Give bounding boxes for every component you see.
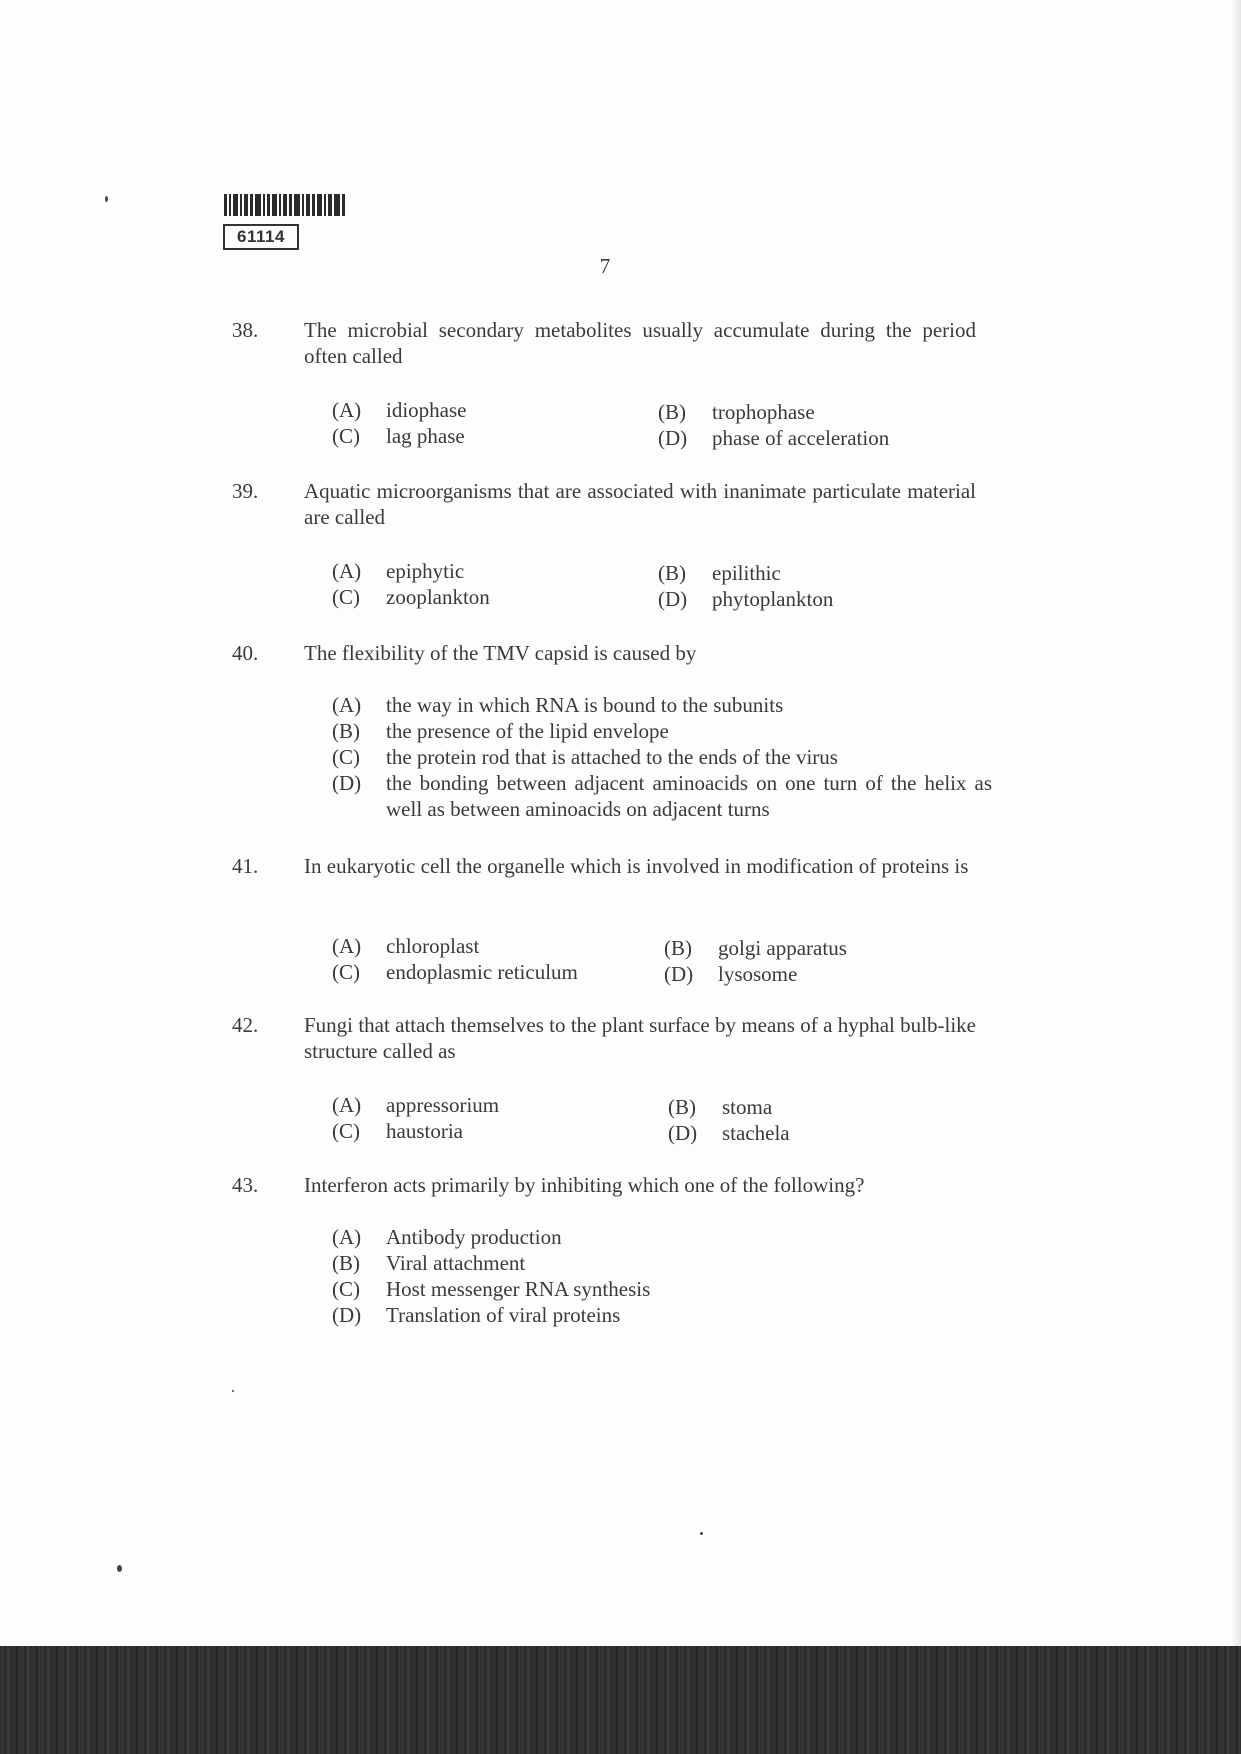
- option-text: stachela: [722, 1121, 790, 1145]
- option-label: (C): [332, 745, 360, 769]
- scan-speck: [105, 196, 108, 202]
- option-label: (B): [332, 1251, 360, 1275]
- option-label: (A): [332, 693, 362, 717]
- question-number: 41.: [232, 854, 259, 878]
- option-text: phytoplankton: [712, 587, 834, 611]
- option-a: [332, 397, 466, 423]
- scan-edge-bottom: [0, 1646, 1241, 1754]
- option-label: (A): [332, 934, 362, 958]
- option-text: zooplankton: [386, 585, 490, 609]
- option-text: Viral attachment: [386, 1251, 526, 1275]
- option-text: the way in which RNA is bound to the subunits: [386, 693, 784, 717]
- option-text: endoplasmic reticulum: [386, 960, 578, 984]
- option-b: [658, 560, 781, 586]
- options: [332, 1224, 992, 1328]
- option-text: the bonding between adjacent aminoacids on one turn of the helix as well as between aminoacids on adjacent turns: [386, 771, 992, 821]
- question-text: Interferon acts primarily by inhibiting which one of the following?: [304, 1173, 865, 1197]
- option-label: (B): [332, 719, 360, 743]
- option-a: [332, 1224, 992, 1250]
- option-text: Translation of viral proteins: [386, 1303, 621, 1327]
- option-a: [332, 933, 479, 959]
- option-c: [332, 744, 992, 770]
- question-number: 43.: [232, 1173, 259, 1197]
- option-label: (A): [332, 398, 362, 422]
- paper-code-box: 61114: [223, 224, 299, 250]
- question-text: Fungi that attach themselves to the plant surface by means of a hyphal bulb-like structure called as: [304, 1013, 976, 1063]
- option-c: [332, 1276, 992, 1302]
- option-text: idiophase: [386, 398, 467, 422]
- option-text: trophophase: [712, 400, 815, 424]
- option-a: [332, 692, 992, 718]
- option-label: (A): [332, 1093, 362, 1117]
- option-label: (B): [668, 1095, 696, 1119]
- option-d: [664, 961, 797, 987]
- option-text: Antibody production: [386, 1225, 562, 1249]
- option-text: stoma: [722, 1095, 773, 1119]
- question-text: The flexibility of the TMV capsid is caused by: [304, 641, 697, 665]
- option-c: [332, 584, 490, 610]
- option-a: [332, 558, 464, 584]
- option-c: [332, 423, 465, 449]
- page-number: 7: [599, 254, 611, 278]
- option-d: [332, 1302, 992, 1328]
- option-label: (D): [658, 587, 688, 611]
- option-text: haustoria: [386, 1119, 463, 1143]
- option-d: [658, 586, 833, 612]
- option-text: golgi apparatus: [718, 936, 847, 960]
- option-label: (A): [332, 1225, 362, 1249]
- barcode-image: [224, 194, 354, 216]
- question-text: The microbial secondary metabolites usually accumulate during the period often called: [304, 318, 976, 368]
- option-d: [658, 425, 889, 451]
- option-b: [658, 399, 815, 425]
- option-label: (C): [332, 585, 360, 609]
- option-label: (B): [658, 561, 686, 585]
- option-label: (D): [658, 426, 688, 450]
- option-b: [668, 1094, 772, 1120]
- question-number: 39.: [232, 479, 259, 503]
- option-c: [332, 1118, 463, 1144]
- option-text: chloroplast: [386, 934, 480, 958]
- option-text: phase of acceleration: [712, 426, 890, 450]
- scan-speck: [117, 1565, 122, 1572]
- scan-speck: [700, 1532, 703, 1535]
- option-text: the presence of the lipid envelope: [386, 719, 669, 743]
- option-c: [332, 959, 578, 985]
- option-text: Host messenger RNA synthesis: [386, 1277, 651, 1301]
- option-d: [332, 770, 992, 822]
- option-label: (D): [332, 771, 362, 795]
- question-text: Aquatic microorganisms that are associated with inanimate particulate material are called: [304, 479, 976, 529]
- option-label: (A): [332, 559, 362, 583]
- option-label: (C): [332, 960, 360, 984]
- option-label: (B): [664, 936, 692, 960]
- options: [332, 692, 992, 822]
- option-text: lag phase: [386, 424, 465, 448]
- question-number: 42.: [232, 1013, 259, 1037]
- question-text: In eukaryotic cell the organelle which is involved in modification of proteins is: [304, 854, 969, 878]
- option-label: (C): [332, 1277, 360, 1301]
- option-text: appressorium: [386, 1093, 500, 1117]
- option-label: (C): [332, 424, 360, 448]
- option-label: (D): [668, 1121, 698, 1145]
- question-number: 38.: [232, 318, 259, 342]
- option-label: (B): [658, 400, 686, 424]
- option-b: [332, 718, 992, 744]
- scan-speck: [232, 1390, 234, 1392]
- option-text: epiphytic: [386, 559, 465, 583]
- option-label: (D): [332, 1303, 362, 1327]
- option-text: the protein rod that is attached to the ends of the virus: [386, 745, 838, 769]
- option-label: (C): [332, 1119, 360, 1143]
- option-label: (D): [664, 962, 694, 986]
- option-text: lysosome: [718, 962, 798, 986]
- option-b: [664, 935, 847, 961]
- option-b: [332, 1250, 992, 1276]
- option-d: [668, 1120, 790, 1146]
- option-a: [332, 1092, 499, 1118]
- option-text: epilithic: [712, 561, 781, 585]
- scan-edge-right: [1230, 0, 1241, 1646]
- question-number: 40.: [232, 641, 259, 665]
